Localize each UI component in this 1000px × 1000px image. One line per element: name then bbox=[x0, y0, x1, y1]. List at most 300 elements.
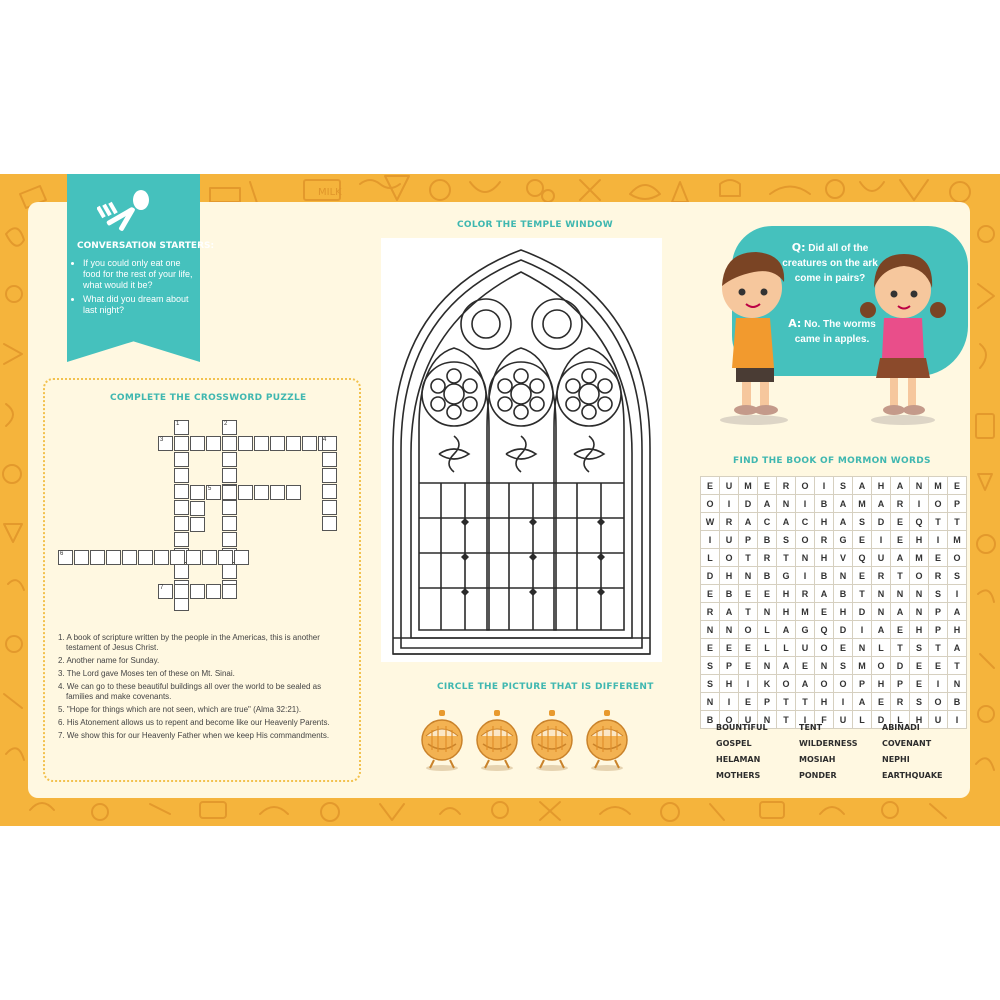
word-search-letter[interactable]: D bbox=[739, 495, 758, 513]
word-search-letter[interactable]: N bbox=[853, 639, 872, 657]
word-search-letter[interactable]: P bbox=[758, 693, 777, 711]
word-search-letter[interactable]: I bbox=[910, 495, 929, 513]
crossword-cell[interactable] bbox=[206, 584, 221, 599]
word-search-letter[interactable]: U bbox=[796, 639, 815, 657]
word-search-letter[interactable]: R bbox=[701, 603, 720, 621]
crossword-cell[interactable] bbox=[286, 436, 301, 451]
word-list-column-1 bbox=[716, 720, 768, 784]
word-search-letter[interactable]: U bbox=[739, 711, 758, 729]
crossword-cell[interactable] bbox=[286, 485, 301, 500]
word-search-letter[interactable]: R bbox=[891, 693, 910, 711]
word-search-letter[interactable]: A bbox=[796, 675, 815, 693]
crossword-cell[interactable] bbox=[322, 468, 337, 483]
word-search-letter[interactable]: R bbox=[872, 567, 891, 585]
word-search-letter[interactable]: H bbox=[815, 693, 834, 711]
word-search-letter[interactable]: P bbox=[853, 675, 872, 693]
word-search-letter[interactable]: T bbox=[891, 639, 910, 657]
crossword-cell[interactable] bbox=[322, 500, 337, 515]
word-search-letter[interactable]: O bbox=[815, 639, 834, 657]
ornament-pictures bbox=[414, 710, 634, 772]
word-search-letter[interactable]: E bbox=[891, 513, 910, 531]
word-search-letter[interactable]: B bbox=[720, 585, 739, 603]
crossword-cell[interactable] bbox=[222, 500, 237, 515]
word-list-column-3 bbox=[882, 720, 943, 784]
conversation-starter-item: • What did you dream about last night? bbox=[83, 294, 198, 316]
word-search-letter[interactable]: A bbox=[891, 477, 910, 495]
word-search-letter[interactable]: M bbox=[853, 495, 872, 513]
word-search-letter[interactable]: E bbox=[891, 621, 910, 639]
word-search-letter[interactable]: E bbox=[891, 531, 910, 549]
word-search-letter[interactable]: E bbox=[910, 657, 929, 675]
word-search-row bbox=[701, 549, 967, 567]
word-list-item: BOUNTIFUL bbox=[716, 723, 768, 732]
word-search-letter[interactable]: T bbox=[853, 585, 872, 603]
word-list-column-2 bbox=[799, 720, 858, 784]
temple-window-title: COLOR THE TEMPLE WINDOW bbox=[457, 220, 613, 230]
conversation-starter-item: • If you could only eat one food for the rest of your life, what would it be? bbox=[83, 258, 198, 291]
word-search-letter[interactable]: R bbox=[891, 495, 910, 513]
word-search-letter[interactable]: N bbox=[701, 621, 720, 639]
crossword-number: 5 bbox=[208, 486, 212, 492]
word-search-letter[interactable]: H bbox=[872, 675, 891, 693]
word-search-letter[interactable]: H bbox=[910, 711, 929, 729]
word-search-letter[interactable]: P bbox=[929, 603, 948, 621]
word-search-letter[interactable]: A bbox=[777, 657, 796, 675]
word-search-letter[interactable]: I bbox=[796, 711, 815, 729]
crossword-cell[interactable] bbox=[254, 485, 269, 500]
crossword-cell[interactable] bbox=[222, 436, 237, 451]
word-search-letter[interactable]: M bbox=[929, 477, 948, 495]
word-search-letter[interactable]: I bbox=[720, 495, 739, 513]
temple-window-drawing bbox=[381, 238, 662, 662]
word-search-letter[interactable]: B bbox=[815, 567, 834, 585]
crossword-cell[interactable] bbox=[218, 550, 233, 565]
word-search-letter[interactable]: M bbox=[948, 531, 967, 549]
crossword-cell[interactable] bbox=[222, 584, 237, 599]
word-search-letter[interactable]: A bbox=[872, 495, 891, 513]
word-search-letter[interactable]: M bbox=[910, 549, 929, 567]
word-search-letter[interactable]: N bbox=[834, 567, 853, 585]
word-search-letter[interactable]: O bbox=[872, 657, 891, 675]
word-search-letter[interactable]: I bbox=[796, 567, 815, 585]
word-search-letter[interactable]: S bbox=[929, 585, 948, 603]
crossword-cell[interactable] bbox=[322, 452, 337, 467]
word-search-letter[interactable]: H bbox=[948, 621, 967, 639]
word-search-letter[interactable]: I bbox=[834, 693, 853, 711]
word-search-letter[interactable]: A bbox=[853, 693, 872, 711]
word-search-grid bbox=[700, 476, 967, 729]
word-search-letter[interactable]: V bbox=[834, 549, 853, 567]
word-search-letter[interactable]: T bbox=[948, 513, 967, 531]
word-search-letter[interactable]: A bbox=[720, 603, 739, 621]
crossword-cell[interactable] bbox=[174, 500, 189, 515]
crossword-clue: 2. Another name for Sunday. bbox=[58, 656, 160, 665]
word-search-letter[interactable]: T bbox=[777, 693, 796, 711]
word-search-letter[interactable]: M bbox=[796, 603, 815, 621]
word-search-letter[interactable]: D bbox=[853, 603, 872, 621]
word-search-letter[interactable]: U bbox=[929, 711, 948, 729]
word-search-letter[interactable]: L bbox=[758, 621, 777, 639]
word-search-letter[interactable]: T bbox=[777, 549, 796, 567]
word-search-letter[interactable]: R bbox=[720, 513, 739, 531]
word-search-letter[interactable]: P bbox=[948, 495, 967, 513]
word-search-row bbox=[701, 693, 967, 711]
word-search-letter[interactable]: E bbox=[910, 675, 929, 693]
word-search-letter[interactable]: H bbox=[910, 621, 929, 639]
crossword-cell[interactable] bbox=[74, 550, 89, 565]
word-search-row bbox=[701, 639, 967, 657]
word-search-letter[interactable]: A bbox=[948, 639, 967, 657]
word-search-letter[interactable]: L bbox=[758, 639, 777, 657]
word-search-letter[interactable]: A bbox=[891, 549, 910, 567]
crossword-cell[interactable] bbox=[238, 436, 253, 451]
crossword-cell[interactable] bbox=[190, 436, 205, 451]
word-search-letter[interactable]: I bbox=[796, 495, 815, 513]
crossword-cell[interactable] bbox=[322, 516, 337, 531]
word-search-letter[interactable]: O bbox=[777, 675, 796, 693]
word-search-letter[interactable]: I bbox=[739, 675, 758, 693]
word-search-letter[interactable]: A bbox=[758, 495, 777, 513]
crossword-cell[interactable] bbox=[270, 436, 285, 451]
word-search-letter[interactable]: T bbox=[948, 657, 967, 675]
ornament-picture[interactable] bbox=[422, 710, 462, 771]
word-search-letter[interactable]: N bbox=[815, 657, 834, 675]
crossword-clue: 4. We can go to these beautiful buildings all over the world to be sealed as families and make covenants. bbox=[58, 682, 322, 701]
word-search-title: FIND THE BOOK OF MORMON WORDS bbox=[733, 456, 931, 466]
word-search-letter[interactable]: E bbox=[853, 567, 872, 585]
word-search-letter[interactable]: K bbox=[758, 675, 777, 693]
word-search-letter[interactable]: E bbox=[701, 585, 720, 603]
word-search-letter[interactable]: G bbox=[777, 567, 796, 585]
word-search-letter[interactable]: O bbox=[720, 711, 739, 729]
crossword-cell[interactable] bbox=[202, 550, 217, 565]
word-list-item: PONDER bbox=[799, 771, 837, 780]
word-search-letter[interactable]: T bbox=[929, 639, 948, 657]
word-search-letter[interactable]: E bbox=[739, 657, 758, 675]
word-search-letter[interactable]: N bbox=[891, 585, 910, 603]
word-search-letter[interactable]: O bbox=[929, 693, 948, 711]
word-search-letter[interactable]: O bbox=[948, 549, 967, 567]
word-search-letter[interactable]: A bbox=[948, 603, 967, 621]
word-search-letter[interactable]: B bbox=[815, 495, 834, 513]
word-search-letter[interactable]: S bbox=[853, 513, 872, 531]
word-search-letter[interactable]: T bbox=[891, 567, 910, 585]
crossword-cell[interactable] bbox=[122, 550, 137, 565]
word-search-letter[interactable]: P bbox=[929, 621, 948, 639]
crossword-cell[interactable] bbox=[238, 485, 253, 500]
word-search-letter[interactable]: A bbox=[853, 477, 872, 495]
word-search-letter[interactable]: S bbox=[948, 567, 967, 585]
word-search-letter[interactable]: C bbox=[796, 513, 815, 531]
boy-illustration bbox=[704, 246, 804, 426]
word-search-letter[interactable]: B bbox=[701, 711, 720, 729]
word-search-letter[interactable]: R bbox=[929, 567, 948, 585]
word-list-item: TENT bbox=[799, 723, 823, 732]
word-search-letter[interactable]: G bbox=[834, 531, 853, 549]
word-search-letter[interactable]: T bbox=[739, 549, 758, 567]
word-search-letter[interactable]: B bbox=[834, 585, 853, 603]
word-search-letter[interactable]: G bbox=[796, 621, 815, 639]
word-search-letter[interactable]: N bbox=[739, 567, 758, 585]
word-search-letter[interactable]: H bbox=[815, 549, 834, 567]
crossword-cell[interactable] bbox=[222, 516, 237, 531]
word-search-letter[interactable]: D bbox=[872, 711, 891, 729]
crossword-cell[interactable] bbox=[190, 485, 205, 500]
word-search-letter[interactable]: T bbox=[739, 603, 758, 621]
word-search-letter[interactable]: U bbox=[720, 477, 739, 495]
word-search-letter[interactable]: I bbox=[872, 531, 891, 549]
word-list-item: WILDERNESS bbox=[799, 739, 858, 748]
word-search-letter[interactable]: H bbox=[720, 567, 739, 585]
word-search-letter[interactable]: A bbox=[777, 621, 796, 639]
word-search-letter[interactable]: N bbox=[720, 621, 739, 639]
word-search-letter[interactable]: R bbox=[815, 531, 834, 549]
word-search-letter[interactable]: H bbox=[834, 603, 853, 621]
word-search-row bbox=[701, 477, 967, 495]
word-search-letter[interactable]: L bbox=[853, 711, 872, 729]
word-search-letter[interactable]: I bbox=[929, 531, 948, 549]
word-search-letter[interactable]: Q bbox=[910, 513, 929, 531]
word-search-letter[interactable]: P bbox=[739, 531, 758, 549]
crossword-number: 4 bbox=[323, 437, 327, 443]
crossword-number: 2 bbox=[224, 421, 228, 427]
word-search-letter[interactable]: B bbox=[948, 693, 967, 711]
word-search-letter[interactable]: E bbox=[815, 603, 834, 621]
word-search-letter[interactable]: E bbox=[720, 639, 739, 657]
crossword-cell[interactable] bbox=[206, 436, 221, 451]
word-search-letter[interactable]: N bbox=[758, 657, 777, 675]
word-search-letter[interactable]: H bbox=[777, 585, 796, 603]
word-search-letter[interactable]: E bbox=[739, 585, 758, 603]
word-list-item: COVENANT bbox=[882, 739, 932, 748]
word-list-item: ABINADI bbox=[882, 723, 920, 732]
question-label: Q: bbox=[791, 241, 806, 254]
word-search-letter[interactable]: T bbox=[777, 711, 796, 729]
crossword-cell[interactable] bbox=[254, 436, 269, 451]
crossword-cell[interactable] bbox=[190, 517, 205, 532]
word-search-letter[interactable]: N bbox=[910, 603, 929, 621]
word-search-letter[interactable]: H bbox=[872, 477, 891, 495]
ornament-picture[interactable] bbox=[477, 710, 517, 771]
word-search-letter[interactable]: A bbox=[872, 621, 891, 639]
word-search-letter[interactable]: I bbox=[853, 621, 872, 639]
word-search-letter[interactable]: I bbox=[948, 711, 967, 729]
word-search-letter[interactable]: H bbox=[910, 531, 929, 549]
word-search-letter[interactable]: T bbox=[796, 693, 815, 711]
word-search-letter[interactable]: E bbox=[739, 639, 758, 657]
crossword-clue: 5. "Hope for things which are not seen, which are true" (Alma 32:21). bbox=[58, 705, 302, 714]
crossword-cell[interactable] bbox=[222, 468, 237, 483]
word-search-letter[interactable]: A bbox=[815, 585, 834, 603]
word-search-letter[interactable]: E bbox=[853, 531, 872, 549]
word-search-letter[interactable]: H bbox=[720, 675, 739, 693]
word-search-row bbox=[701, 585, 967, 603]
word-search-letter[interactable]: E bbox=[701, 639, 720, 657]
word-search-letter[interactable]: P bbox=[720, 657, 739, 675]
word-search-letter[interactable]: R bbox=[777, 477, 796, 495]
crossword-cell[interactable] bbox=[174, 484, 189, 499]
word-search-letter[interactable]: E bbox=[948, 477, 967, 495]
temple-window-frame bbox=[381, 238, 662, 662]
crossword-cell[interactable] bbox=[174, 564, 189, 579]
word-search-letter[interactable]: N bbox=[701, 693, 720, 711]
word-search-letter[interactable]: Q bbox=[853, 549, 872, 567]
crossword-cell[interactable] bbox=[106, 550, 121, 565]
word-list-item: EARTHQUAKE bbox=[882, 771, 943, 780]
question-text: Did all of the creatures on the ark come in pairs? bbox=[782, 243, 878, 284]
word-search-letter[interactable]: E bbox=[758, 477, 777, 495]
word-search-letter[interactable]: U bbox=[872, 549, 891, 567]
crossword-cell[interactable] bbox=[190, 501, 205, 516]
crossword-clue: 6. His Atonement allows us to repent and become like our Heavenly Parents. bbox=[58, 718, 330, 727]
word-search-letter[interactable]: N bbox=[910, 477, 929, 495]
word-search-letter[interactable]: N bbox=[758, 711, 777, 729]
conversation-starters-title: CONVERSATION STARTERS: bbox=[77, 241, 215, 251]
word-list-item: MOTHERS bbox=[716, 771, 761, 780]
word-search-letter[interactable]: U bbox=[834, 711, 853, 729]
crossword-cell[interactable] bbox=[174, 452, 189, 467]
crossword-cell[interactable] bbox=[174, 532, 189, 547]
crossword-cell[interactable] bbox=[174, 584, 189, 599]
word-search-letter[interactable]: L bbox=[872, 639, 891, 657]
crossword-cell[interactable] bbox=[154, 550, 169, 565]
word-search-letter[interactable]: I bbox=[701, 531, 720, 549]
word-search-letter[interactable]: S bbox=[910, 639, 929, 657]
conversation-starters-list bbox=[73, 258, 198, 319]
word-search-letter[interactable]: H bbox=[815, 513, 834, 531]
word-search-letter[interactable]: O bbox=[796, 531, 815, 549]
word-search-letter[interactable]: E bbox=[872, 693, 891, 711]
crossword-cell[interactable] bbox=[222, 564, 237, 579]
word-search-row bbox=[701, 513, 967, 531]
word-search-row bbox=[701, 657, 967, 675]
word-search-letter[interactable]: T bbox=[929, 513, 948, 531]
word-search-letter[interactable]: N bbox=[948, 675, 967, 693]
word-search-letter[interactable]: O bbox=[834, 675, 853, 693]
word-search-row bbox=[701, 495, 967, 513]
crossword-cell[interactable] bbox=[138, 550, 153, 565]
crossword-clues bbox=[58, 633, 343, 744]
word-search-letter[interactable]: E bbox=[796, 657, 815, 675]
word-search-letter[interactable]: O bbox=[929, 495, 948, 513]
word-search-letter[interactable]: P bbox=[891, 675, 910, 693]
word-search-row bbox=[701, 531, 967, 549]
ornament-picture[interactable] bbox=[587, 710, 627, 771]
word-search-letter[interactable]: A bbox=[834, 495, 853, 513]
word-search-letter[interactable]: O bbox=[701, 495, 720, 513]
word-search-letter[interactable]: E bbox=[739, 693, 758, 711]
crossword-cell[interactable] bbox=[302, 436, 317, 451]
word-search-letter[interactable]: B bbox=[758, 567, 777, 585]
crossword-cell[interactable] bbox=[222, 532, 237, 547]
crossword-clue: 1. A book of scripture written by the people in the Americas, this is another testament of Jesus Christ. bbox=[58, 633, 320, 652]
word-search-letter[interactable]: E bbox=[929, 549, 948, 567]
word-search-letter[interactable]: E bbox=[929, 657, 948, 675]
conversation-starters-ribbon bbox=[67, 174, 215, 362]
word-search-letter[interactable]: D bbox=[872, 513, 891, 531]
word-search-letter[interactable]: S bbox=[910, 693, 929, 711]
word-search-letter[interactable]: L bbox=[777, 639, 796, 657]
word-search-letter[interactable]: S bbox=[834, 477, 853, 495]
word-search-letter[interactable]: Q bbox=[815, 621, 834, 639]
word-search-letter[interactable]: I bbox=[815, 477, 834, 495]
word-search-letter[interactable]: W bbox=[701, 513, 720, 531]
word-search-letter[interactable]: F bbox=[815, 711, 834, 729]
word-search-letter[interactable]: O bbox=[910, 567, 929, 585]
word-search-letter[interactable]: D bbox=[701, 567, 720, 585]
crossword-clue: 3. The Lord gave Moses ten of these on Mt. Sinai. bbox=[58, 669, 235, 678]
word-search-letter[interactable]: S bbox=[701, 657, 720, 675]
word-search-letter[interactable]: E bbox=[758, 585, 777, 603]
crossword-cell[interactable] bbox=[190, 584, 205, 599]
word-search-letter[interactable]: M bbox=[853, 657, 872, 675]
word-search-letter[interactable]: I bbox=[929, 675, 948, 693]
word-search-letter[interactable]: S bbox=[834, 657, 853, 675]
ornament-picture[interactable] bbox=[532, 710, 572, 771]
crossword-cell[interactable] bbox=[170, 550, 185, 565]
word-search-letter[interactable]: C bbox=[758, 513, 777, 531]
word-search-letter[interactable]: N bbox=[796, 549, 815, 567]
crossword-cell[interactable] bbox=[90, 550, 105, 565]
word-search-letter[interactable]: I bbox=[948, 585, 967, 603]
milk-label: MILK bbox=[318, 187, 342, 198]
crossword-cell[interactable] bbox=[174, 516, 189, 531]
word-search-letter[interactable]: N bbox=[758, 603, 777, 621]
crossword-cell[interactable] bbox=[322, 484, 337, 499]
word-search-letter[interactable]: A bbox=[834, 513, 853, 531]
circle-different-title: CIRCLE THE PICTURE THAT IS DIFFERENT bbox=[437, 682, 654, 692]
word-search-letter[interactable]: A bbox=[891, 603, 910, 621]
word-search-letter[interactable]: E bbox=[701, 477, 720, 495]
word-search-letter[interactable]: S bbox=[701, 675, 720, 693]
word-search-letter[interactable]: O bbox=[815, 675, 834, 693]
word-search-letter[interactable]: O bbox=[739, 621, 758, 639]
crossword-cell[interactable] bbox=[270, 485, 285, 500]
word-search-row bbox=[701, 567, 967, 585]
word-search-letter[interactable]: U bbox=[720, 531, 739, 549]
word-search-letter[interactable]: O bbox=[720, 549, 739, 567]
word-search-letter[interactable]: O bbox=[796, 477, 815, 495]
word-search-letter[interactable]: H bbox=[777, 603, 796, 621]
word-search-letter[interactable]: M bbox=[739, 477, 758, 495]
word-search-letter[interactable]: I bbox=[720, 693, 739, 711]
word-search-letter[interactable]: A bbox=[777, 513, 796, 531]
word-search-letter[interactable]: R bbox=[758, 549, 777, 567]
word-search-letter[interactable]: N bbox=[872, 585, 891, 603]
crossword-cell[interactable] bbox=[174, 436, 189, 451]
word-search-letter[interactable]: B bbox=[758, 531, 777, 549]
word-search-letter[interactable]: L bbox=[701, 549, 720, 567]
crossword-clue: 7. We show this for our Heavenly Father when we keep His commandments. bbox=[58, 731, 330, 740]
word-search-letter[interactable]: R bbox=[796, 585, 815, 603]
word-search-letter[interactable]: N bbox=[872, 603, 891, 621]
word-search-letter[interactable]: S bbox=[777, 531, 796, 549]
crossword-cell[interactable] bbox=[234, 550, 249, 565]
word-search-letter[interactable]: N bbox=[910, 585, 929, 603]
word-search-letter[interactable]: A bbox=[739, 513, 758, 531]
crossword-cell[interactable] bbox=[222, 485, 237, 500]
word-search-letter[interactable]: D bbox=[834, 621, 853, 639]
crossword-cell[interactable] bbox=[186, 550, 201, 565]
word-search-letter[interactable]: N bbox=[777, 495, 796, 513]
word-search-row bbox=[701, 603, 967, 621]
word-list-item: NEPHI bbox=[882, 755, 910, 764]
word-search-letter[interactable]: L bbox=[891, 711, 910, 729]
crossword-cell[interactable] bbox=[174, 468, 189, 483]
crossword-cell[interactable] bbox=[222, 452, 237, 467]
word-search-letter[interactable]: D bbox=[891, 657, 910, 675]
word-search-letter[interactable]: E bbox=[834, 639, 853, 657]
